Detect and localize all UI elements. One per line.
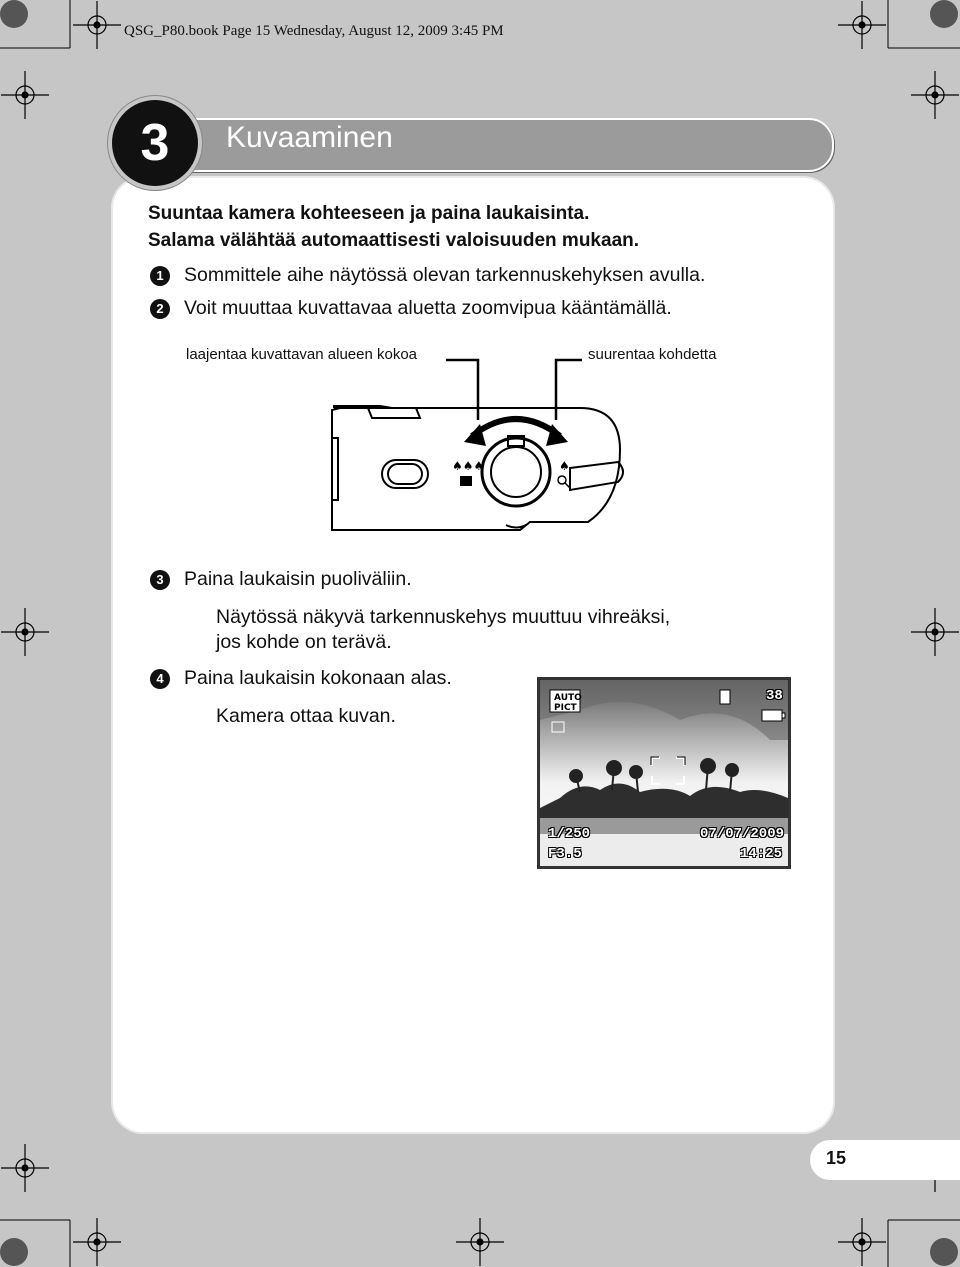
- camera-lcd-preview: [537, 677, 791, 869]
- book-header-line: QSG_P80.book Page 15 Wednesday, August 12, 2009 3:45 PM: [124, 23, 504, 39]
- step-3-detail-line-2: jos kohde on terävä.: [216, 631, 392, 653]
- camera-zoom-lever-diagram: [320, 350, 640, 540]
- step-3-detail-line-1: Näytössä näkyvä tarkennuskehys muuttuu vihreäksi,: [216, 606, 671, 628]
- svg-text:♠♠♠: ♠♠♠: [452, 459, 485, 473]
- chapter-title: Kuvaaminen: [226, 121, 393, 154]
- step-number-3: 3: [150, 570, 170, 590]
- svg-text:PICT: PICT: [554, 703, 577, 713]
- page-number: 15: [826, 1148, 847, 1168]
- callout-zoom-in: suurentaa kohdetta: [588, 346, 717, 363]
- step-4-detail-line-1: Kamera ottaa kuvan.: [216, 705, 396, 727]
- capture-date: 07/07/2009: [700, 826, 785, 842]
- aperture-value: F3.5: [548, 846, 582, 862]
- callout-zoom-out: laajentaa kuvattavan alueen kokoa: [186, 346, 418, 363]
- shutter-speed: 1/250: [548, 826, 591, 842]
- capture-time: 14:25: [740, 846, 783, 862]
- step-text-4: Paina laukaisin kokonaan alas.: [184, 667, 452, 689]
- step-number-4: 4: [150, 669, 170, 689]
- shots-remaining: 38: [766, 688, 783, 704]
- intro-line-2: Salama välähtää automaattisesti valoisuuden mukaan.: [148, 230, 640, 251]
- step-3: [150, 568, 412, 591]
- step-2: [150, 297, 672, 320]
- chapter-number-badge: 3: [112, 100, 198, 186]
- content-panel: [113, 178, 833, 1132]
- step-number-2: 2: [150, 299, 170, 319]
- step-number-1: 1: [150, 266, 170, 286]
- step-1: [150, 264, 705, 287]
- svg-text:♠: ♠: [559, 459, 570, 473]
- step-text-2: Voit muuttaa kuvattavaa aluetta zoomvipua kääntämällä.: [184, 297, 672, 319]
- step-text-1: Sommittele aihe näytössä olevan tarkennuskehyksen avulla.: [184, 264, 706, 286]
- step-text-3: Paina laukaisin puoliväliin.: [184, 568, 412, 590]
- intro-line-1: Suuntaa kamera kohteeseen ja paina laukaisinta.: [148, 203, 590, 224]
- step-4: [150, 667, 452, 690]
- svg-text:AUTO: AUTO: [554, 693, 582, 703]
